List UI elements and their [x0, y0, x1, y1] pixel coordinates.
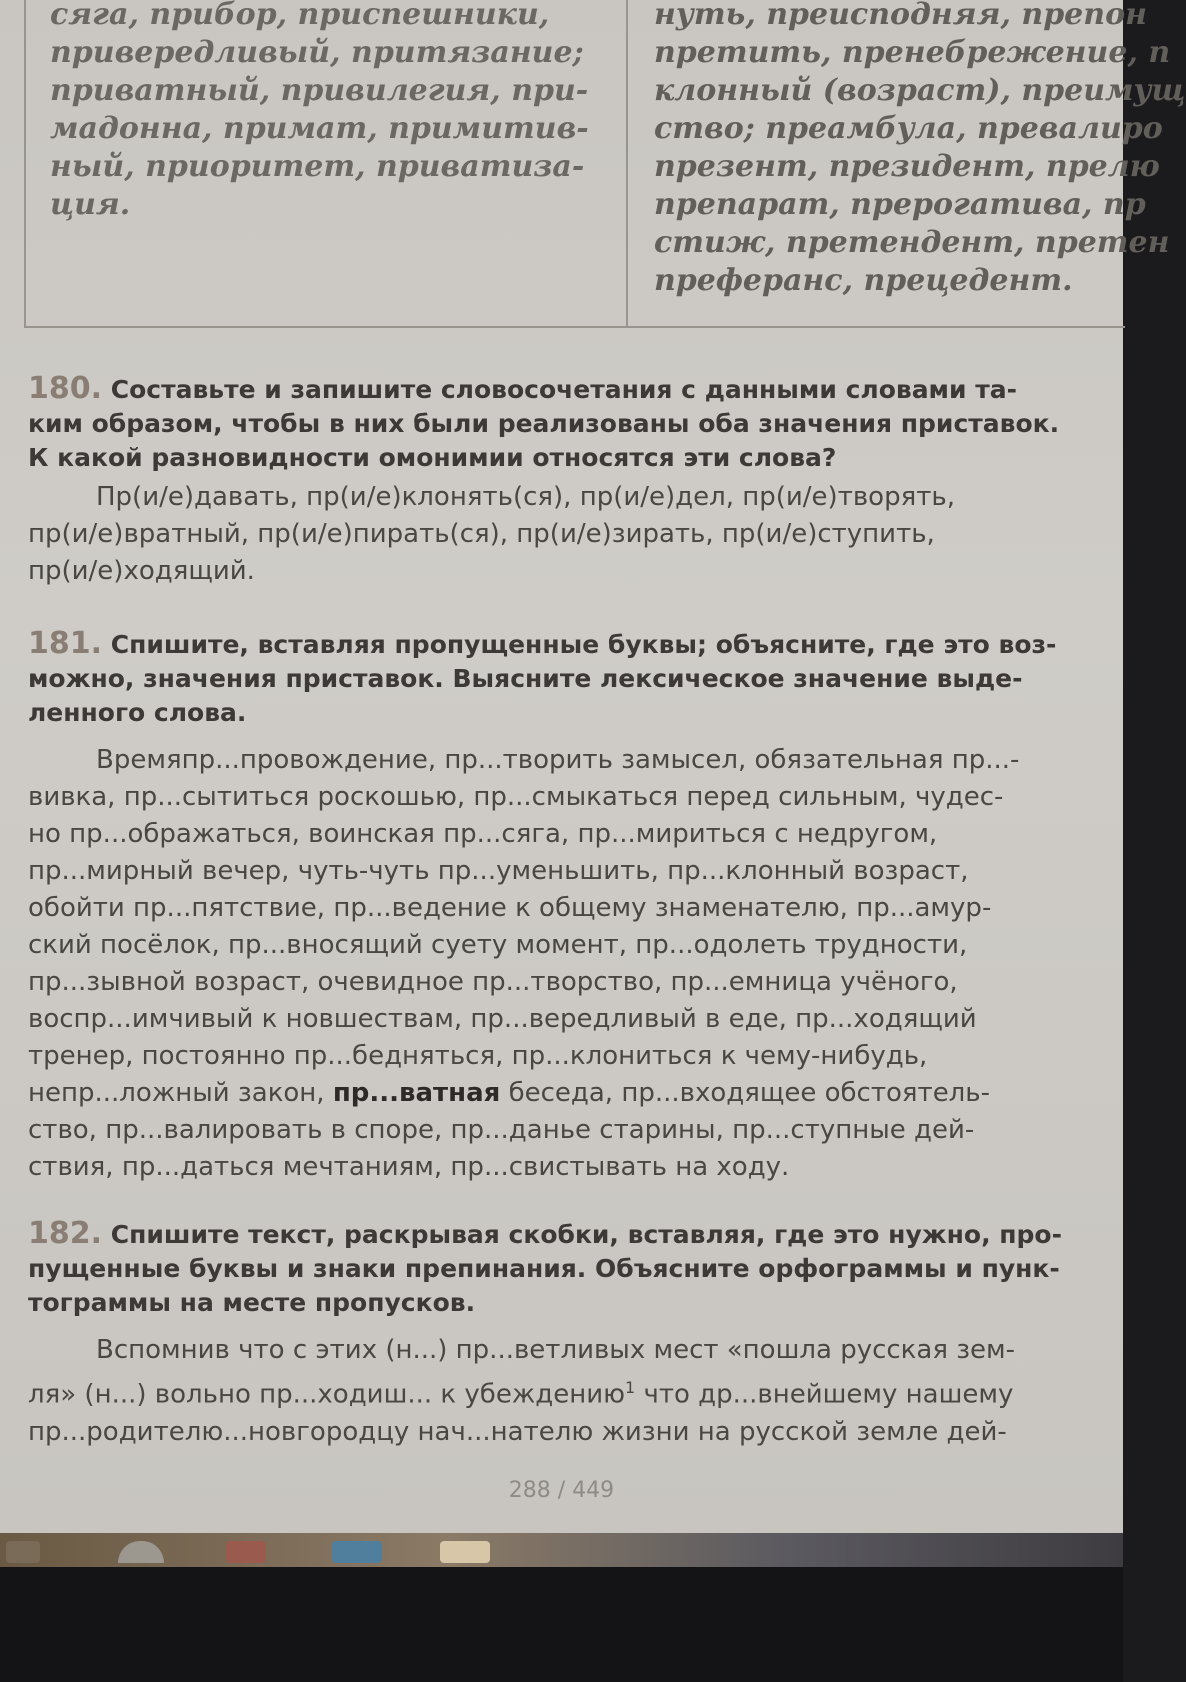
body-text: ля» (н...) вольно пр...ходиш... к убеждению [28, 1379, 625, 1410]
body-line [28, 1075, 1128, 1112]
table-line: препарат, прерогатива, пр [654, 187, 1146, 222]
browser-icon[interactable] [118, 1541, 164, 1563]
task-line: можно, значения приставок. Выясните лексическое значение выде- [28, 664, 1023, 693]
body-text: беседа, пр...входящее обстоятель- [508, 1078, 991, 1108]
table-line: мадонна, примат, примитив- [50, 111, 589, 146]
exercise-180 [28, 372, 1128, 590]
task-line: Спишите, вставляя пропущенные буквы; объясните, где это воз- [110, 630, 1057, 659]
exercise-number: 181. [28, 626, 103, 661]
body-line: обойти пр...пятствие, пр...ведение к общему знаменателю, пр...амур- [28, 893, 992, 923]
table-line: ство; преамбула, превалиро [654, 111, 1163, 146]
table-line: ный, приоритет, приватиза- [50, 149, 585, 184]
body-line: Времяпр...провождение, пр...творить замысел, обязательная пр...- [96, 745, 1020, 775]
body-line: тренер, постоянно пр...бедняться, пр...клониться к чему-нибудь, [28, 1041, 928, 1071]
task-line: Спишите текст, раскрывая скобки, вставляя, где это нужно, про- [110, 1220, 1062, 1249]
body-line: вивка, пр...сытиться роскошью, пр...смыкаться перед сильным, чудес- [28, 782, 1004, 812]
body-line: пр...родителю...новгородцу нач...нателю жизни на русской земле дей- [28, 1416, 1007, 1447]
table-line: ция. [50, 187, 131, 222]
body-line: ский посёлок, пр...вносящий суету момент, пр...одолеть трудности, [28, 930, 968, 960]
body-line: Вспомнив что с этих (н...) пр...ветливых мест «пошла русская зем- [96, 1335, 1016, 1365]
page-counter: 288 / 449 [508, 1478, 615, 1503]
table-line: привередливый, притязание; [50, 35, 584, 70]
app-icon[interactable] [226, 1541, 266, 1563]
body-text: непр...ложный закон, [28, 1078, 325, 1108]
exercise-181 [28, 627, 1128, 1186]
body-line: ство, пр...валировать в споре, пр...данье старины, пр...ступные дей- [28, 1115, 975, 1145]
highlighted-word: пр...ватная [332, 1078, 501, 1108]
body-line: пр...зывной возраст, очевидное пр...творство, пр...емница учёного, [28, 967, 958, 997]
table-line: клонный (возраст), преимущ [654, 73, 1186, 108]
task-line: К какой разновидности омонимии относятся эти слова? [28, 443, 837, 472]
active-app-icon[interactable] [440, 1541, 490, 1563]
monitor-bezel [0, 1567, 1123, 1682]
exercise-task [28, 372, 1128, 407]
table-line: претить, пренебрежение, п [654, 35, 1171, 70]
app-icon[interactable] [332, 1541, 382, 1563]
table-line: презент, президент, прелю [654, 149, 1160, 184]
task-line: ленного слова. [28, 698, 247, 727]
exercise-number: 182. [28, 1216, 103, 1251]
exercise-task [28, 1217, 1128, 1252]
taskbar [0, 1533, 1123, 1567]
task-line: Составьте и запишите словосочетания с данными словами та- [110, 375, 1017, 404]
body-line: но пр...ображаться, воинская пр...сяга, пр...мириться с недругом, [28, 819, 938, 849]
table-divider [626, 0, 628, 326]
body-line: пр(и/е)вратный, пр(и/е)пирать(ся), пр(и/е)зирать, пр(и/е)ступить, [28, 519, 935, 549]
table-line: нуть, преисподняя, препон [654, 0, 1147, 32]
body-text: что др...внейшему нашему [643, 1379, 1014, 1410]
body-line [28, 1369, 1128, 1414]
task-line: пущенные буквы и знаки препинания. Объясните орфограммы и пунк- [28, 1254, 1060, 1283]
footnote-mark: 1 [625, 1378, 636, 1397]
table-left-cell [50, 0, 589, 224]
exercise-number: 180. [28, 371, 103, 406]
table-line: стиж, претендент, претен [654, 225, 1170, 260]
table-line: преферанс, прецедент. [654, 263, 1073, 298]
table-right-cell [654, 0, 1186, 300]
exercise-182 [28, 1217, 1128, 1451]
start-icon[interactable] [6, 1541, 40, 1563]
body-line: пр...мирный вечер, чуть-чуть пр...уменьшить, пр...клонный возраст, [28, 856, 969, 886]
exercise-body [28, 742, 1128, 1186]
task-line: тограммы на месте пропусков. [28, 1288, 476, 1317]
exercise-body [28, 479, 1128, 590]
task-line: ким образом, чтобы в них были реализованы оба значения приставок. [28, 409, 1060, 438]
body-line: ствия, пр...даться мечтаниям, пр...свистывать на ходу. [28, 1152, 790, 1182]
exercise-body [28, 1332, 1128, 1451]
body-line: Пр(и/е)давать, пр(и/е)клонять(ся), пр(и/е)дел, пр(и/е)творять, [96, 482, 955, 512]
exercise-task [28, 627, 1128, 662]
table-line: сяга, прибор, приспешники, [50, 0, 550, 32]
body-line: пр(и/е)ходящий. [28, 556, 255, 586]
table-line: приватный, привилегия, при- [50, 73, 589, 108]
body-line: воспр...имчивый к новшествам, пр...вередливый в еде, пр...ходящий [28, 1004, 977, 1034]
